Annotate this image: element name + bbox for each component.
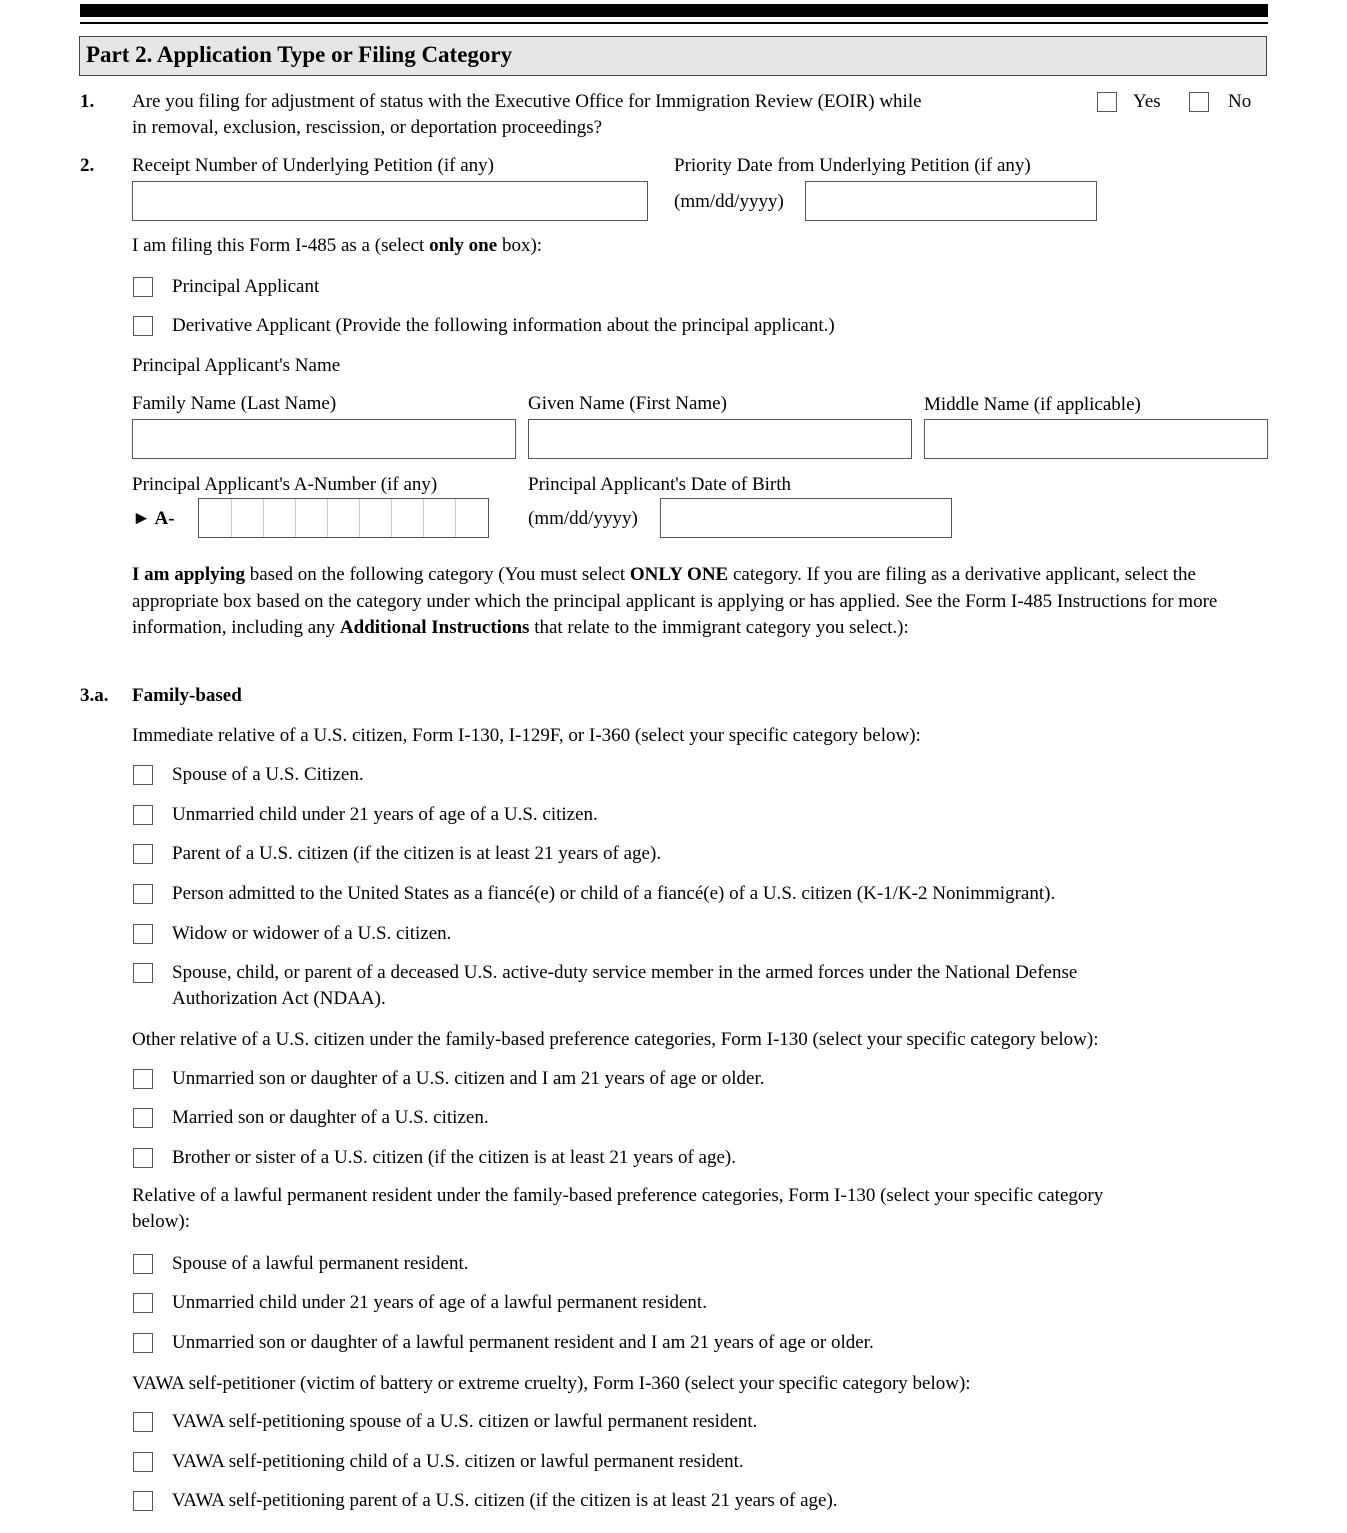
vawa-parent-checkbox[interactable] — [133, 1491, 153, 1511]
anumber-prefix: ► A- — [132, 508, 175, 529]
vawa-spouse-label: VAWA self-petitioning spouse of a U.S. citizen or lawful permanent resident. — [172, 1411, 758, 1432]
spouse-of-lpr-checkbox[interactable] — [133, 1254, 153, 1274]
given-name-label: Given Name (First Name) — [528, 393, 727, 414]
vawa-child-label: VAWA self-petitioning child of a U.S. citizen or lawful permanent resident. — [172, 1451, 744, 1472]
part-header — [79, 36, 1267, 76]
unmarried-child-lpr-checkbox[interactable] — [133, 1293, 153, 1313]
q1-yes-checkbox[interactable] — [1097, 92, 1117, 112]
unmarried-son-daughter-lpr-label: Unmarried son or daughter of a lawful permanent resident and I am 21 years of age or older. — [172, 1332, 874, 1353]
lpr-relative-heading-line1: Relative of a lawful permanent resident under the family-based preference categories, Form I-130 (select your specific category — [132, 1185, 1104, 1206]
derivative-applicant-label: Derivative Applicant (Provide the following information about the principal applicant.) — [172, 315, 835, 336]
vawa-heading: VAWA self-petitioner (victim of battery or extreme cruelty), Form I-360 (select your specific category below): — [132, 1373, 971, 1394]
anumber-label: Principal Applicant's A-Number (if any) — [132, 474, 438, 495]
family-name-input[interactable] — [132, 419, 516, 459]
priority-date-format: (mm/dd/yyyy) — [674, 191, 784, 212]
fiance-k1-k2-label: Person admitted to the United States as a fiancé(e) or child of a fiancé(e) of a U.S. citizen (K-1/K-2 Nonimmigrant). — [172, 883, 1056, 904]
receipt-number-label: Receipt Number of Underlying Petition (if any) — [132, 155, 494, 176]
brother-sister-checkbox[interactable] — [133, 1148, 153, 1168]
family-based-title: Family-based — [132, 685, 242, 706]
question-3a-number: 3.a. — [80, 685, 109, 706]
derivative-applicant-checkbox[interactable] — [133, 316, 153, 336]
unmarried-son-daughter-lpr-checkbox[interactable] — [133, 1333, 153, 1353]
widow-widower-checkbox[interactable] — [133, 924, 153, 944]
parent-of-citizen-checkbox[interactable] — [133, 844, 153, 864]
unmarried-child-lpr-label: Unmarried child under 21 years of age of a lawful permanent resident. — [172, 1292, 707, 1313]
question-2-number: 2. — [80, 155, 95, 176]
spouse-of-citizen-label: Spouse of a U.S. Citizen. — [172, 764, 364, 785]
vawa-child-checkbox[interactable] — [133, 1452, 153, 1472]
widow-widower-label: Widow or widower of a U.S. citizen. — [172, 923, 452, 944]
q1-no-label: No — [1228, 91, 1252, 112]
family-name-label: Family Name (Last Name) — [132, 393, 337, 414]
unmarried-child-citizen-label: Unmarried child under 21 years of age of a U.S. citizen. — [172, 804, 598, 825]
given-name-input[interactable] — [528, 419, 912, 459]
dob-label: Principal Applicant's Date of Birth — [528, 474, 792, 495]
unmarried-son-daughter-citizen-label: Unmarried son or daughter of a U.S. citizen and I am 21 years of age or older. — [172, 1068, 765, 1089]
fiance-k1-k2-checkbox[interactable] — [133, 884, 153, 904]
vawa-spouse-checkbox[interactable] — [133, 1412, 153, 1432]
principal-name-heading: Principal Applicant's Name — [132, 355, 341, 376]
spouse-of-citizen-checkbox[interactable] — [133, 765, 153, 785]
vawa-parent-label: VAWA self-petitioning parent of a U.S. citizen (if the citizen is at least 21 years of age). — [172, 1490, 838, 1511]
anumber-input[interactable] — [198, 498, 489, 538]
top-rule-thick — [80, 4, 1268, 17]
receipt-number-input[interactable] — [132, 181, 648, 221]
question-1-text-line1: Are you filing for adjustment of status with the Executive Office for Immigration Review (EOIR) while — [132, 91, 922, 112]
unmarried-son-daughter-citizen-checkbox[interactable] — [133, 1069, 153, 1089]
question-1-text-line2: in removal, exclusion, rescission, or deportation proceedings? — [132, 117, 603, 138]
part-title: Part 2. Application Type or Filing Category — [86, 42, 513, 67]
married-son-daughter-citizen-checkbox[interactable] — [133, 1108, 153, 1128]
middle-name-input[interactable] — [924, 419, 1268, 459]
married-son-daughter-citizen-label: Married son or daughter of a U.S. citizen. — [172, 1107, 489, 1128]
brother-sister-label: Brother or sister of a U.S. citizen (if the citizen is at least 21 years of age). — [172, 1147, 736, 1168]
principal-applicant-checkbox[interactable] — [133, 277, 153, 297]
filing-as-instruction: I am filing this Form I-485 as a (select only one box): — [132, 235, 543, 256]
ndaa-checkbox[interactable] — [133, 963, 153, 983]
priority-date-label: Priority Date from Underlying Petition (if any) — [674, 155, 1031, 176]
q1-yes-label: Yes — [1133, 91, 1161, 112]
ndaa-label-line1: Spouse, child, or parent of a deceased U.S. active-duty service member in the armed forces under the National Defense — [172, 962, 1078, 983]
q1-no-checkbox[interactable] — [1189, 92, 1209, 112]
immediate-relative-heading: Immediate relative of a U.S. citizen, Form I-130, I-129F, or I-360 (select your specific category below): — [132, 725, 921, 746]
lpr-relative-heading-line2: below): — [132, 1211, 191, 1232]
dob-format: (mm/dd/yyyy) — [528, 508, 638, 529]
top-rule-thin — [80, 22, 1268, 24]
parent-of-citizen-label: Parent of a U.S. citizen (if the citizen is at least 21 years of age). — [172, 843, 662, 864]
question-1-number: 1. — [80, 91, 95, 112]
principal-applicant-label: Principal Applicant — [172, 276, 320, 297]
ndaa-label-line2: Authorization Act (NDAA). — [172, 988, 386, 1009]
middle-name-label: Middle Name (if applicable) — [924, 394, 1141, 415]
spouse-of-lpr-label: Spouse of a lawful permanent resident. — [172, 1253, 469, 1274]
applying-instructions: I am applying based on the following category (You must select ONLY ONE category. If you are filing as a derivative applicant, select the appropriate box based on the category under which the principal applicant is applying or has applied. See the Form I-485 Instructions for more information, including any Additional Instructions that relate to the immigrant category you select.): — [132, 564, 1218, 638]
dob-input[interactable] — [660, 498, 952, 538]
unmarried-child-citizen-checkbox[interactable] — [133, 805, 153, 825]
other-relative-heading: Other relative of a U.S. citizen under the family-based preference categories, Form I-130 (select your specific category below): — [132, 1029, 1099, 1050]
priority-date-input[interactable] — [805, 181, 1097, 221]
